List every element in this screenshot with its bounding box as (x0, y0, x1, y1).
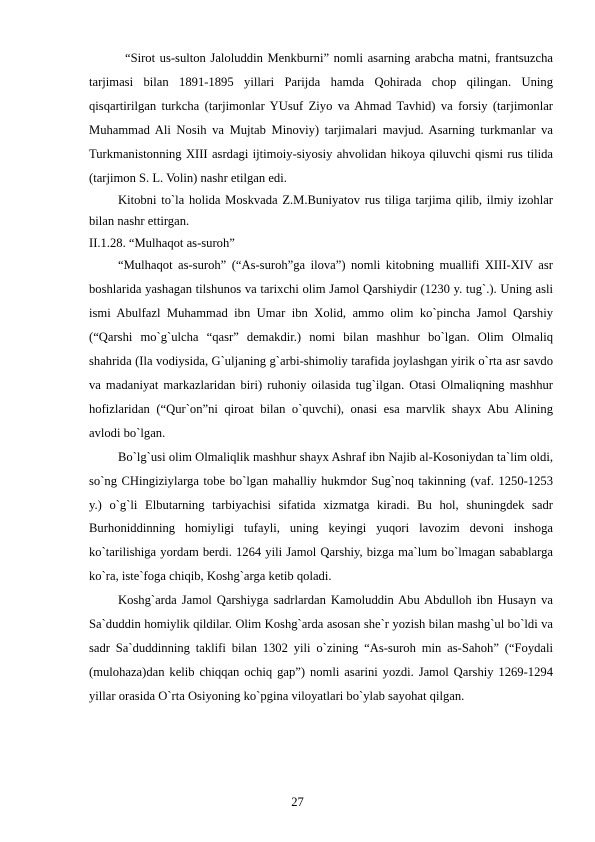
paragraph-mulhaqot: “Mulhaqot as-suroh” (“As-suroh”ga ilova”) nomli kitobning muallifi XIII-XIV asr boshlarida yashagan tilshunos va tarixchi olim Jamol Qarshiydir (1230 y. tug`.). Uning asli ismi Abulfazl Muhammad ibn Umar ibn Xolid, ammo olim ko`pincha Jamol Qarshiy (“Qarshi mo`g`ulcha “qasr” demakdir.) nomi bilan mashhur bo`lgan. Olim Olmaliq shahrida (Ila vodiysida, G`uljaning g`arbi-shimoliy tarafida joylashgan yirik o`rta asr savdo va madaniyat markazlaridan biri) ruhoniy oilasida tug`ilgan. Otasi Olmaliqning mashhur hofizlaridan (“Qur`on”ni qiroat bilan o`quvchi), onasi esa marvlik shayx Abu Alining avlodi bo`lgan. (89, 258, 553, 440)
paragraph-koshgar: Koshg`arda Jamol Qarshiyga sadrlardan Kamoluddin Abu Abdulloh ibn Husayn va Sa`duddin homiylik qildilar. Olim Koshg`arda asosan she`r yozish bilan mashg`ul bo`ldi va sadr Sa`duddinning taklifi bilan 1302 yili o`zining “As-suroh min as-Sahoh” (“Foydali (mulohaza)dan kelib chiqqan ochiq gap”) nomli asarini yozdi. Jamol Qarshiy 1269-1294 yillar orasida O`rta Osiyoning ko`pgina viloyatlari bo`ylab sayohat qilgan. (89, 593, 553, 703)
section-heading: II.1.28. “Mulhaqot as-suroh” (89, 236, 235, 251)
paragraph-education: Bo`lg`usi olim Olmaliqlik mashhur shayx Ashraf ibn Najib al-Kosoniydan ta`lim oldi, so`ng CHingiziylarga tobe bo`lgan mahalliy hukmdor Sug`noq takinning (vaf. 1250-1253 y.) o`g`li Elbutarning tarbiyachisi sifatida xizmatga kiradi. Bu hol, shuningdek sadr Burhoniddinning homiyligi tufayli, uning keyingi yuqori lavozim devoni inshoga ko`tarilishiga yordam berdi. 1264 yili Jamol Qarshiy, bizga ma`lum bo`lmagan sabablarga ko`ra, iste`foga chiqib, Koshg`arga ketib qoladi. (89, 449, 553, 584)
paragraph-buniyatov: Kitobni to`la holida Moskvada Z.M.Buniyatov rus tiliga tarjima qilib, ilmiy izohlar bilan nashr ettirgan. (89, 193, 553, 229)
body-text (89, 47, 553, 709)
paragraph-sirot: “Sirot us-sulton Jaloluddin Menkburni” nomli asarning arabcha matni, frantsuzcha tarjimasi bilan 1891-1895 yillari Parijda hamda Qohirada chop qilingan. Uning qisqartirilgan turkcha (tarjimonlar YUsuf Ziyo va Ahmad Tavhid) va forsiy (tarjimonlar Muhammad Ali Nosih va Mujtab Minoviy) tarjimalari mavjud. Asarning turkmanlar va Turkmanistonning XIII asrdagi ijtimoiy-siyosiy ahvolidan hikoya qiluvchi qismi rus tilida (tarjimon S. L. Volin) nashr etilgan edi. (89, 51, 553, 185)
page-number: 27 (291, 795, 304, 809)
